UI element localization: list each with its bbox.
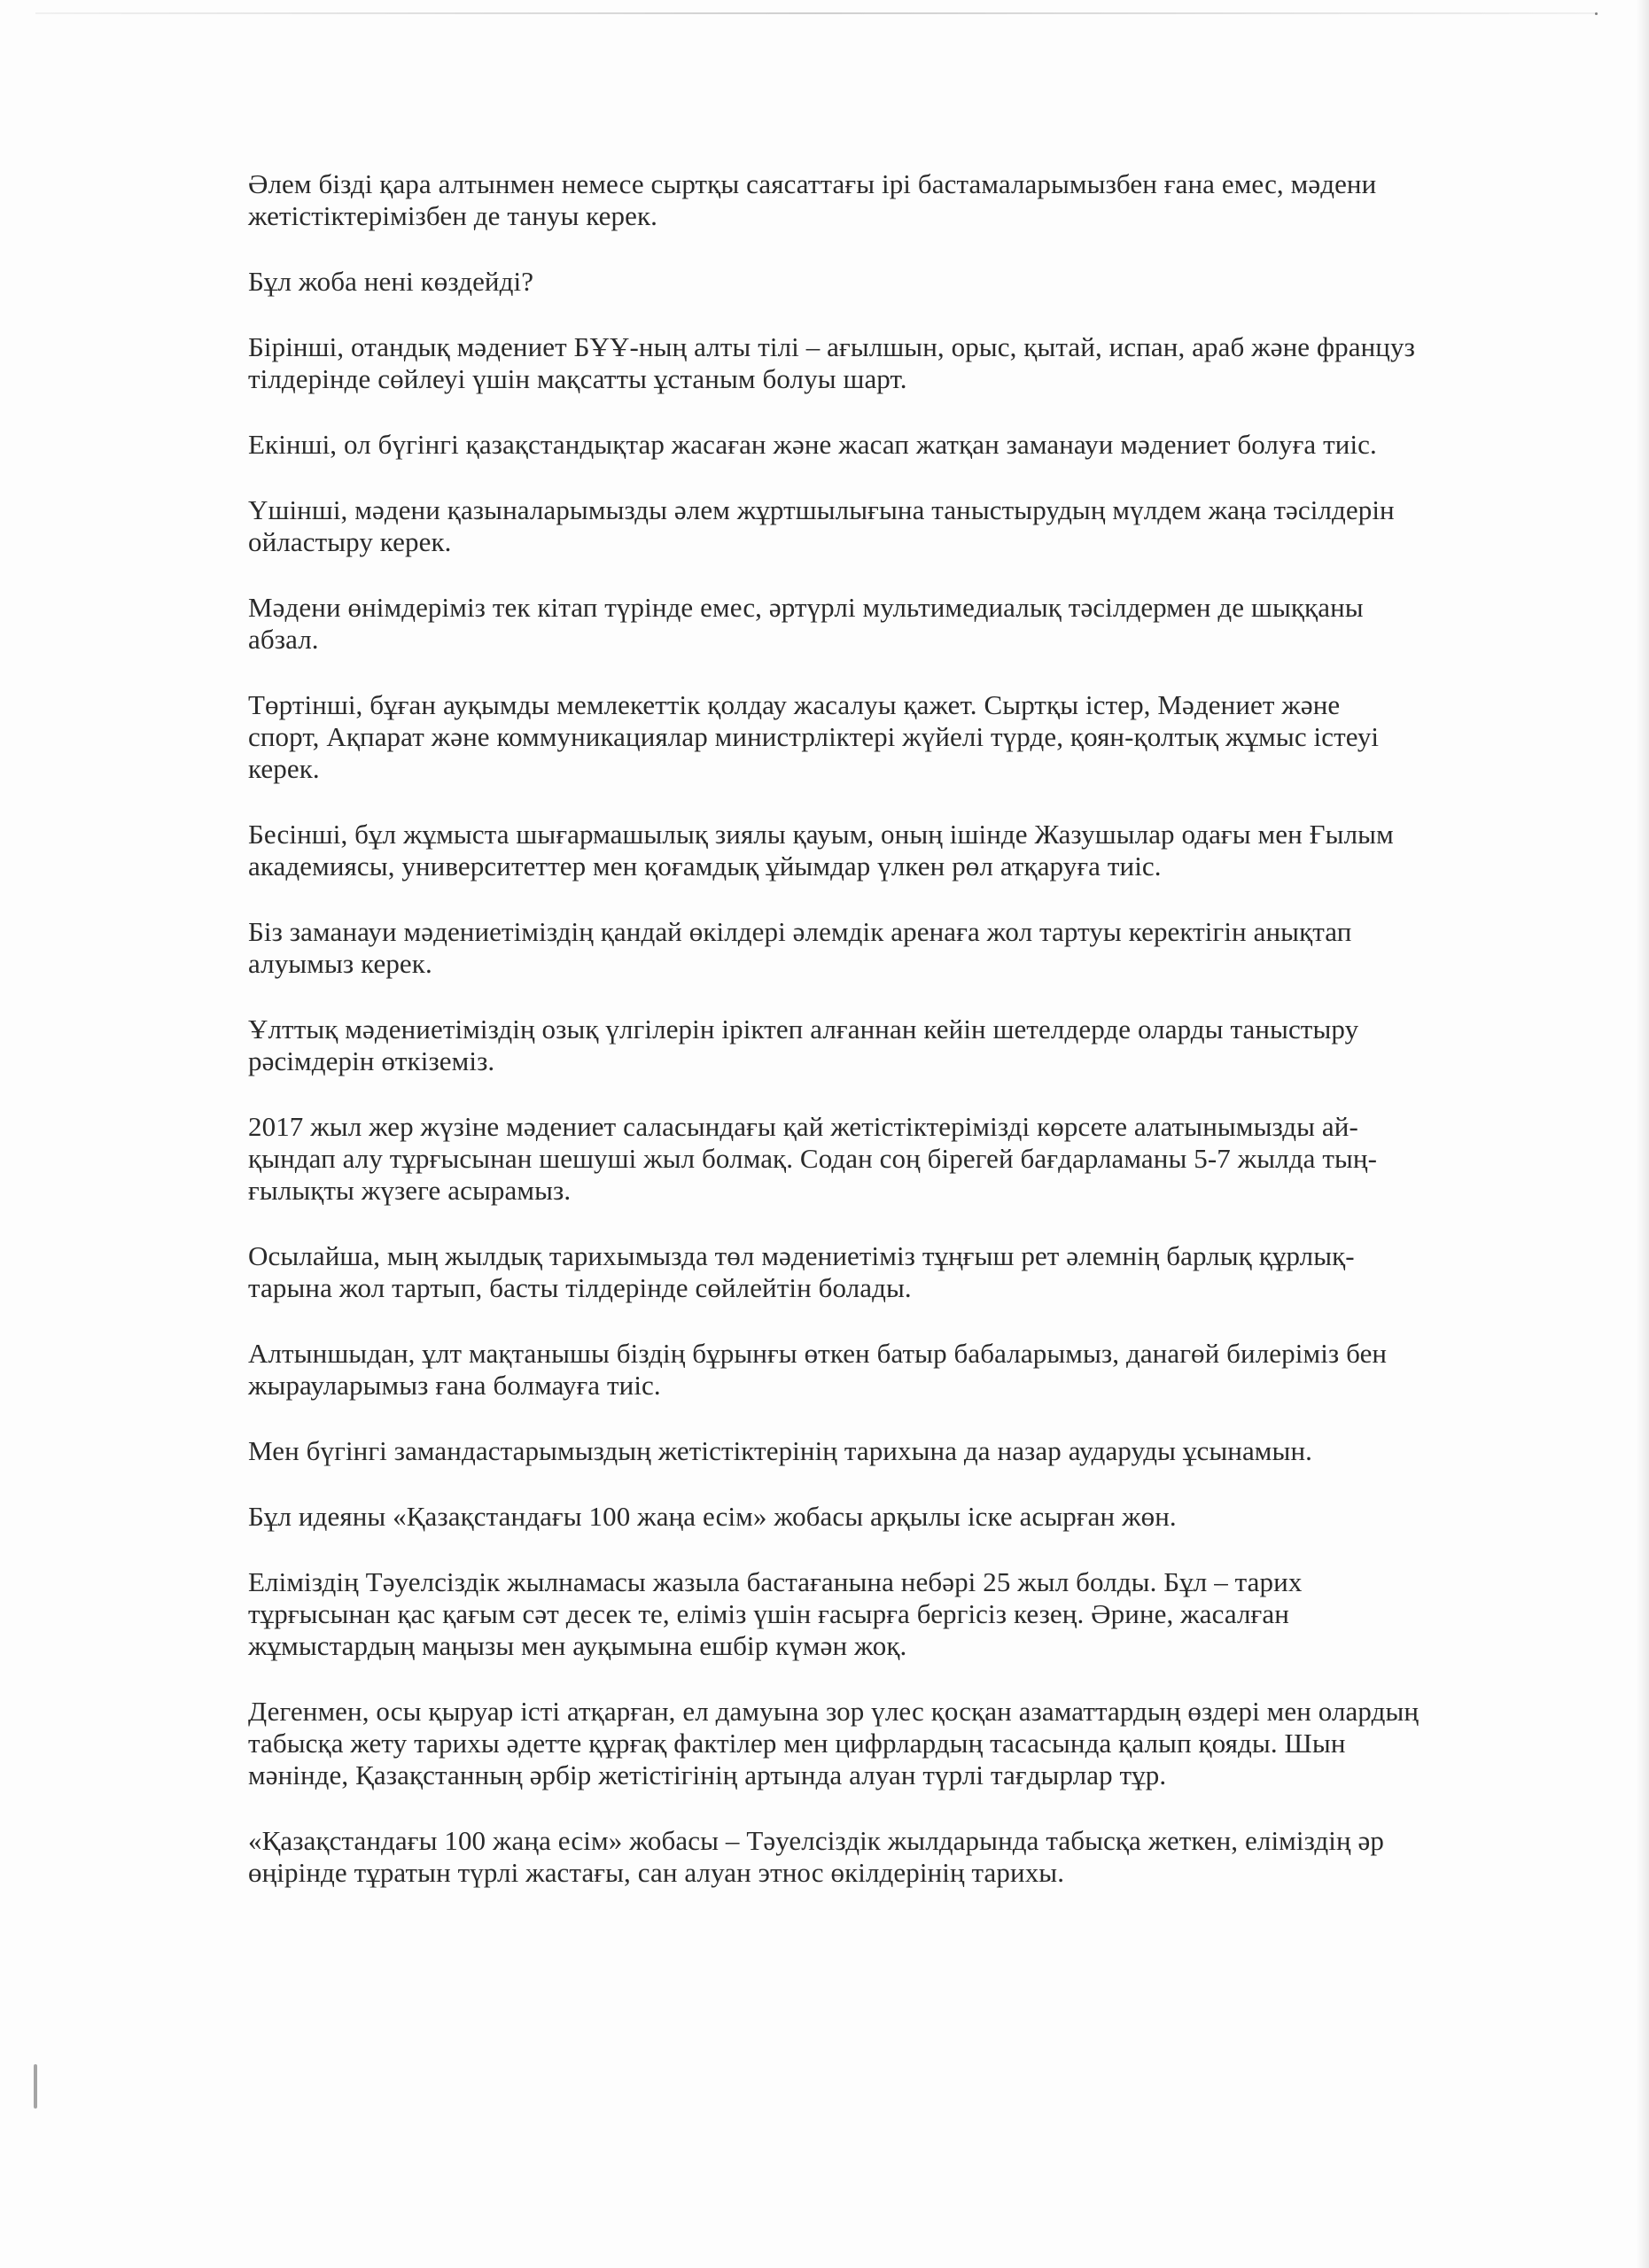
paragraph-9: Біз заманауи мәдениетіміздің қандай өкілдері әлемдік аренаға жол тартуы керектігін анықтап алуымыз керек. bbox=[248, 916, 1352, 979]
paragraph-17: Дегенмен, осы қыруар істі атқарған, ел дамуына зор үлес қосқан азаматтардың өздері мен олардың табысқа жету тарихы әдетте құрғақ фактілер мен цифрлардың тасасында қалып қояды. Шын мәнінде, Қазақстанның әрбір жетістігінің артында алуан түрлі тағдырлар тұр. bbox=[248, 1696, 1420, 1790]
paragraph-11: 2017 жыл жер жүзіне мәдениет саласындағы қай жетістіктерімізді көрсете алатынымызды ай- қындап алу тұрғысынан шешуші жыл болмақ. Содан соң бірегей бағдарламаны 5-7 жылда тың- ғылықты жүзеге асырамыз. bbox=[248, 1111, 1378, 1206]
document-body bbox=[248, 168, 1524, 1922]
paragraph-5: Үшінші, мәдени қазыналарымызды әлем жұртшылығына таныстырудың мүлдем жаңа тәсілдерін ойластыру керек. bbox=[248, 494, 1395, 557]
scan-right-shadow bbox=[1637, 0, 1649, 2268]
paragraph-10: Ұлттық мәдениетіміздің озық үлгілерін іріктеп алғаннан кейін шетелдерде оларды таныстыру рәсімдерін өткіземіз. bbox=[248, 1014, 1359, 1076]
paragraph-12: Осылайша, мың жылдық тарихымызда төл мәдениетіміз тұңғыш рет әлемнің барлық құрлық- тарына жол тартып, басты тілдерінде сөйлейтін болады. bbox=[248, 1240, 1355, 1303]
paragraph-2: Бұл жоба нені көздейді? bbox=[248, 266, 534, 297]
paragraph-8: Бесінші, бұл жұмыста шығармашылық зиялы қауым, оның ішінде Жазушылар одағы мен Ғылым академиясы, университеттер мен қоғамдық ұйымдар үлкен рөл атқаруға тиіс. bbox=[248, 819, 1394, 882]
paragraph-4: Екінші, ол бүгінгі қазақстандықтар жасаған және жасап жатқан заманауи мәдениет болуға тиіс. bbox=[248, 429, 1377, 460]
scan-top-edge bbox=[35, 12, 1595, 14]
paragraph-13: Алтыншыдан, ұлт мақтанышы біздің бұрынғы өткен батыр бабаларымыз, данагөй билеріміз бен жырауларымыз ғана болмауға тиіс. bbox=[248, 1338, 1388, 1401]
scan-speck bbox=[1595, 12, 1598, 15]
paragraph-6: Мәдени өнімдеріміз тек кітап түрінде емес, әртүрлі мультимедиалық тәсілдермен де шыққаны абзал. bbox=[248, 592, 1364, 655]
paragraph-1: Әлем бізді қара алтынмен немесе сыртқы саясаттағы ірі бастамаларымызбен ғана емес, мәдени жетістіктерімізбен де тануы керек. bbox=[248, 168, 1377, 231]
scan-margin-mark bbox=[34, 2064, 37, 2109]
paragraph-16: Еліміздің Тәуелсіздік жылнамасы жазыла бастағанына небәрі 25 жыл болды. Бұл – тарих тұрғысынан қас қағым сәт десек те, еліміз үшін ғасырға бергісіз кезең. Әрине, жасалған жұмыстардың маңызы мен ауқымына ешбір күмән жоқ. bbox=[248, 1566, 1303, 1661]
paragraph-14: Мен бүгінгі замандастарымыздың жетістіктерінің тарихына да назар аударуды ұсынамын. bbox=[248, 1435, 1312, 1466]
paragraph-15: Бұл идеяны «Қазақстандағы 100 жаңа есім» жобасы арқылы іске асырған жөн. bbox=[248, 1501, 1177, 1532]
paragraph-7: Төртінші, бұған ауқымды мемлекеттік қолдау жасалуы қажет. Сыртқы істер, Мәдениет және спорт, Ақпарат және коммуникациялар министрліктері жүйелі түрде, қоян-қолтық жұмыс істеуі керек. bbox=[248, 689, 1380, 784]
paragraph-18: «Қазақстандағы 100 жаңа есім» жобасы – Тәуелсіздік жылдарында табысқа жеткен, еліміздің әр өңірінде тұратын түрлі жастағы, сан алуан этнос өкілдерінің тарихы. bbox=[248, 1825, 1384, 1888]
paragraph-3: Бірінші, отандық мәдениет БҰҰ-ның алты тілі – ағылшын, орыс, қытай, испан, араб және француз тілдерінде сөйлеуі үшін мақсатты ұстаным болуы шарт. bbox=[248, 331, 1415, 394]
